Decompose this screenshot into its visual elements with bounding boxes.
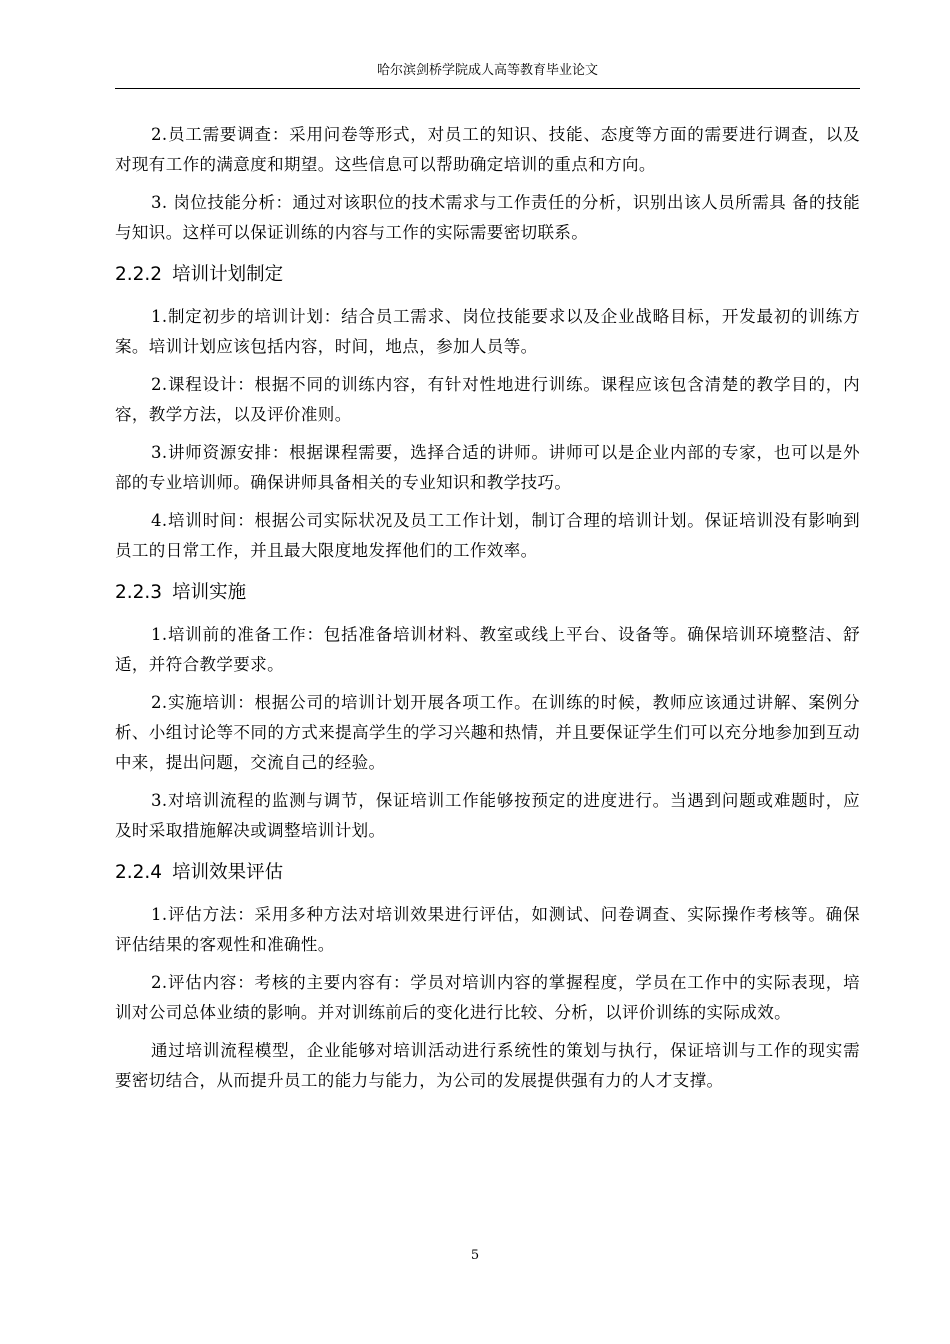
paragraph: 4.培训时间：根据公司实际状况及员工工作计划，制订合理的培训计划。保证培训没有影响到员工的日常工作，并且最大限度地发挥他们的工作效率。 <box>115 511 860 560</box>
section-heading-2-2-4 <box>115 860 860 886</box>
section-number: 2.2.2 <box>115 264 163 285</box>
paragraph: 2.评估内容：考核的主要内容有：学员对培训内容的掌握程度，学员在工作中的实际表现，培训对公司总体业绩的影响。并对训练前后的变化进行比较、分析，以评价训练的实际成效。 <box>115 973 860 1022</box>
paragraph: 1.培训前的准备工作：包括准备培训材料、教室或线上平台、设备等。确保培训环境整洁、舒适，并符合教学要求。 <box>115 625 860 674</box>
section-heading-2-2-2 <box>115 262 860 288</box>
section-number: 2.2.4 <box>115 862 163 883</box>
paragraph: 3.对培训流程的监测与调节，保证培训工作能够按预定的进度进行。当遇到问题或难题时，应及时采取措施解决或调整培训计划。 <box>115 791 860 840</box>
paragraph: 2.课程设计：根据不同的训练内容，有针对性地进行训练。课程应该包含清楚的教学目的，内容，教学方法，以及评价准则。 <box>115 375 860 424</box>
section-number: 2.2.3 <box>115 582 163 603</box>
running-header: 哈尔滨剑桥学院成人高等教育毕业论文 <box>376 63 598 78</box>
paragraph: 通过培训流程模型，企业能够对培训活动进行系统性的策划与执行，保证培训与工作的现实需要密切结合，从而提升员工的能力与能力，为公司的发展提供强有力的人才支撑。 <box>115 1041 860 1090</box>
section-title: 培训实施 <box>172 582 247 603</box>
paragraph: 3.讲师资源安排：根据课程需要，选择合适的讲师。讲师可以是企业内部的专家，也可以是外部的专业培训师。确保讲师具备相关的专业知识和教学技巧。 <box>115 443 860 492</box>
page-number: 5 <box>470 1248 480 1263</box>
page-content <box>115 120 860 1104</box>
paragraph: 1.制定初步的培训计划：结合员工需求、岗位技能要求以及企业战略目标，开发最初的训练方案。培训计划应该包括内容，时间，地点，参加人员等。 <box>115 307 860 356</box>
paragraph: 2.实施培训：根据公司的培训计划开展各项工作。在训练的时候，教师应该通过讲解、案例分析、小组讨论等不同的方式来提高学生的学习兴趣和热情，并且要保证学生们可以充分地参加到互动中来，提出问题，交流自己的经验。 <box>115 693 860 772</box>
paragraph: 2.员工需要调查：采用问卷等形式，对员工的知识、技能、态度等方面的需要进行调查，以及对现有工作的满意度和期望。这些信息可以帮助确定培训的重点和方向。 <box>115 125 860 174</box>
section-title: 培训效果评估 <box>172 862 284 883</box>
paragraph: 3. 岗位技能分析：通过对该职位的技术需求与工作责任的分析，识别出该人员所需具 备的技能与知识。这样可以保证训练的内容与工作的实际需要密切联系。 <box>115 193 860 242</box>
section-title: 培训计划制定 <box>172 264 284 285</box>
paragraph: 1.评估方法：采用多种方法对培训效果进行评估，如测试、问卷调查、实际操作考核等。确保评估结果的客观性和准确性。 <box>115 905 860 954</box>
section-heading-2-2-3 <box>115 580 860 606</box>
header-rule <box>115 88 860 89</box>
